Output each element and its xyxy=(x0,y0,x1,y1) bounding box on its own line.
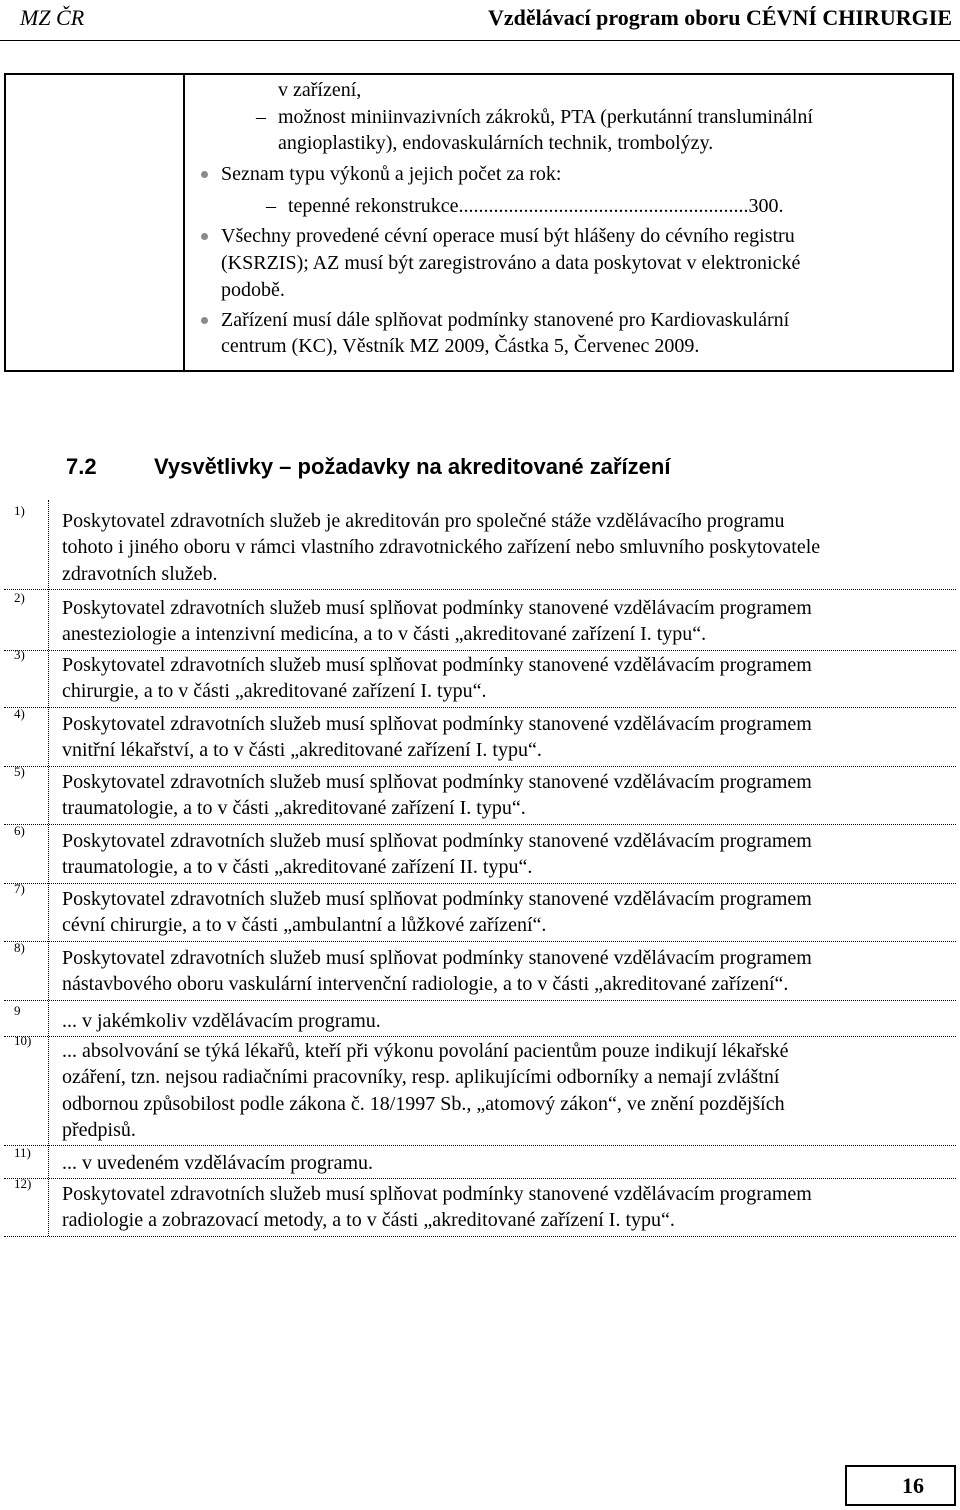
footnote-separator xyxy=(4,589,956,590)
section-number: 7.2 xyxy=(66,454,97,479)
box-line-2: možnost miniinvazivních zákroků, PTA (perkutánní transluminální xyxy=(278,106,813,128)
footnote-number: 7) xyxy=(14,881,25,896)
footnote-text-line: Poskytovatel zdravotních služeb musí splňovat podmínky stanovené vzdělávacím programem xyxy=(62,597,812,619)
page-number-box xyxy=(845,1465,956,1506)
box-line-5: tepenné rekonstrukce..........................................................300. xyxy=(288,195,784,217)
footnote-text-line: tohoto i jiného oboru v rámci vlastního zdravotnického zařízení nebo smluvního poskytovatele xyxy=(62,536,821,559)
footnote-number: 10) xyxy=(14,1033,32,1048)
footnote-number: 6) xyxy=(14,823,25,838)
footnote-text-line: radiologie a zobrazovací metody, a to v části „akreditované zařízení I. typu“. xyxy=(62,1209,675,1232)
box-line-4: Seznam typu výkonů a jejich počet za rok: xyxy=(221,163,562,185)
footnote-number: 2) xyxy=(14,590,25,605)
footnote-number: 9 xyxy=(14,1003,21,1018)
footnote-text-line: Poskytovatel zdravotních služeb musí splňovat podmínky stanovené vzdělávacím programem xyxy=(62,1183,812,1205)
footnote-separator xyxy=(4,824,956,825)
footnote-text-line: nástavbového oboru vaskulární intervenční radiologie, a to v části „akreditované zařízení“. xyxy=(62,973,789,996)
bullet-icon xyxy=(201,233,208,240)
box-line-9: Zařízení musí dále splňovat podmínky stanovené pro Kardiovaskulární xyxy=(221,309,790,331)
footnote-text-line: ... v uvedeném vzdělávacím programu. xyxy=(62,1152,373,1174)
header-program-title: Vzdělávací program oboru CÉVNÍ CHIRURGIE xyxy=(487,5,952,30)
header-ministry: MZ ČR xyxy=(20,5,85,30)
footnote-separator xyxy=(4,1145,956,1146)
footnote-text-line: předpisů. xyxy=(62,1118,136,1141)
footnote-text-line: zdravotních služeb. xyxy=(62,562,218,585)
dash-icon: – xyxy=(256,106,266,128)
footnote-number: 12) xyxy=(14,1176,32,1191)
footnote-text-line: odbornou způsobilost podle zákona č. 18/1997 Sb., „atomový zákon“, ve znění pozdějších xyxy=(62,1092,785,1115)
footnote-text-line: Poskytovatel zdravotních služeb musí splňovat podmínky stanovené vzdělávacím programem xyxy=(62,654,812,676)
footnote-text-line: Poskytovatel zdravotních služeb musí splňovat podmínky stanovené vzdělávacím programem xyxy=(62,947,812,969)
bullet-icon xyxy=(201,171,208,178)
footnote-separator xyxy=(4,1000,956,1001)
bullet-icon xyxy=(201,317,208,324)
footnote-separator xyxy=(4,883,956,884)
footnote-text-line: Poskytovatel zdravotních služeb musí splňovat podmínky stanovené vzdělávacím programem xyxy=(62,713,812,735)
footnote-separator xyxy=(4,1236,956,1237)
footnote-text-line: traumatologie, a to v části „akreditované zařízení I. typu“. xyxy=(62,797,526,820)
footnote-text-line: ... absolvování se týká lékařů, kteří při výkonu povolání pacientům pouze indikují lékařské xyxy=(62,1040,789,1062)
dash-icon: – xyxy=(266,195,276,217)
box-line-3: angioplastiky), endovaskulárních technik, trombolýzy. xyxy=(278,132,714,154)
section-heading xyxy=(66,452,670,482)
footnote-number: 1) xyxy=(14,503,25,518)
section-title: Vysvětlivky – požadavky na akreditované zařízení xyxy=(154,454,671,479)
table-column-divider xyxy=(183,75,185,370)
box-line-6: Všechny provedené cévní operace musí být hlášeny do cévního registru xyxy=(221,225,795,247)
footnote-text-line: traumatologie, a to v části „akreditované zařízení II. typu“. xyxy=(62,856,533,879)
footnote-separator xyxy=(4,941,956,942)
footnote-text-line: anesteziologie a intenzivní medicína, a to v části „akreditované zařízení I. typu“. xyxy=(62,623,707,646)
box-line-7: (KSRZIS); AZ musí být zaregistrováno a data poskytovat v elektronické xyxy=(221,252,801,274)
footnote-number: 3) xyxy=(14,647,25,662)
page-number: 16 xyxy=(902,1473,924,1498)
box-line-1: v zařízení, xyxy=(278,79,362,101)
footnote-text-line: Poskytovatel zdravotních služeb musí splňovat podmínky stanovené vzdělávacím programem xyxy=(62,888,812,910)
page-header xyxy=(0,0,960,41)
footnote-text-line: Poskytovatel zdravotních služeb je akreditován pro společné stáže vzdělávacího programu xyxy=(62,510,785,532)
footnote-text-line: Poskytovatel zdravotních služeb musí splňovat podmínky stanovené vzdělávacím programem xyxy=(62,830,812,852)
footnote-text-line: ozáření, tzn. nejsou radiačními pracovníky, resp. aplikujícími odborníky a nemají zvláštní xyxy=(62,1066,780,1089)
footnote-separator xyxy=(4,650,956,651)
footnote-separator xyxy=(4,1178,956,1179)
footnote-separator xyxy=(4,766,956,767)
footnote-number: 11) xyxy=(14,1145,31,1160)
footnote-column-divider xyxy=(48,500,49,1236)
footnote-text-line: vnitřní lékařství, a to v části „akreditované zařízení I. typu“. xyxy=(62,739,542,762)
footnote-number: 5) xyxy=(14,764,25,779)
footnote-number: 8) xyxy=(14,940,25,955)
box-line-10: centrum (KC), Věstník MZ 2009, Částka 5, Červenec 2009. xyxy=(221,335,700,357)
footnote-separator xyxy=(4,707,956,708)
footnote-text-line: Poskytovatel zdravotních služeb musí splňovat podmínky stanovené vzdělávacím programem xyxy=(62,771,812,793)
footnote-number: 4) xyxy=(14,706,25,721)
footnote-text-line: chirurgie, a to v části „akreditované zařízení I. typu“. xyxy=(62,680,487,703)
footnote-text-line: ... v jakémkoliv vzdělávacím programu. xyxy=(62,1010,381,1032)
box-line-8: podobě. xyxy=(221,279,285,301)
footnote-text-line: cévní chirurgie, a to v části „ambulantní a lůžkové zařízení“. xyxy=(62,914,547,937)
